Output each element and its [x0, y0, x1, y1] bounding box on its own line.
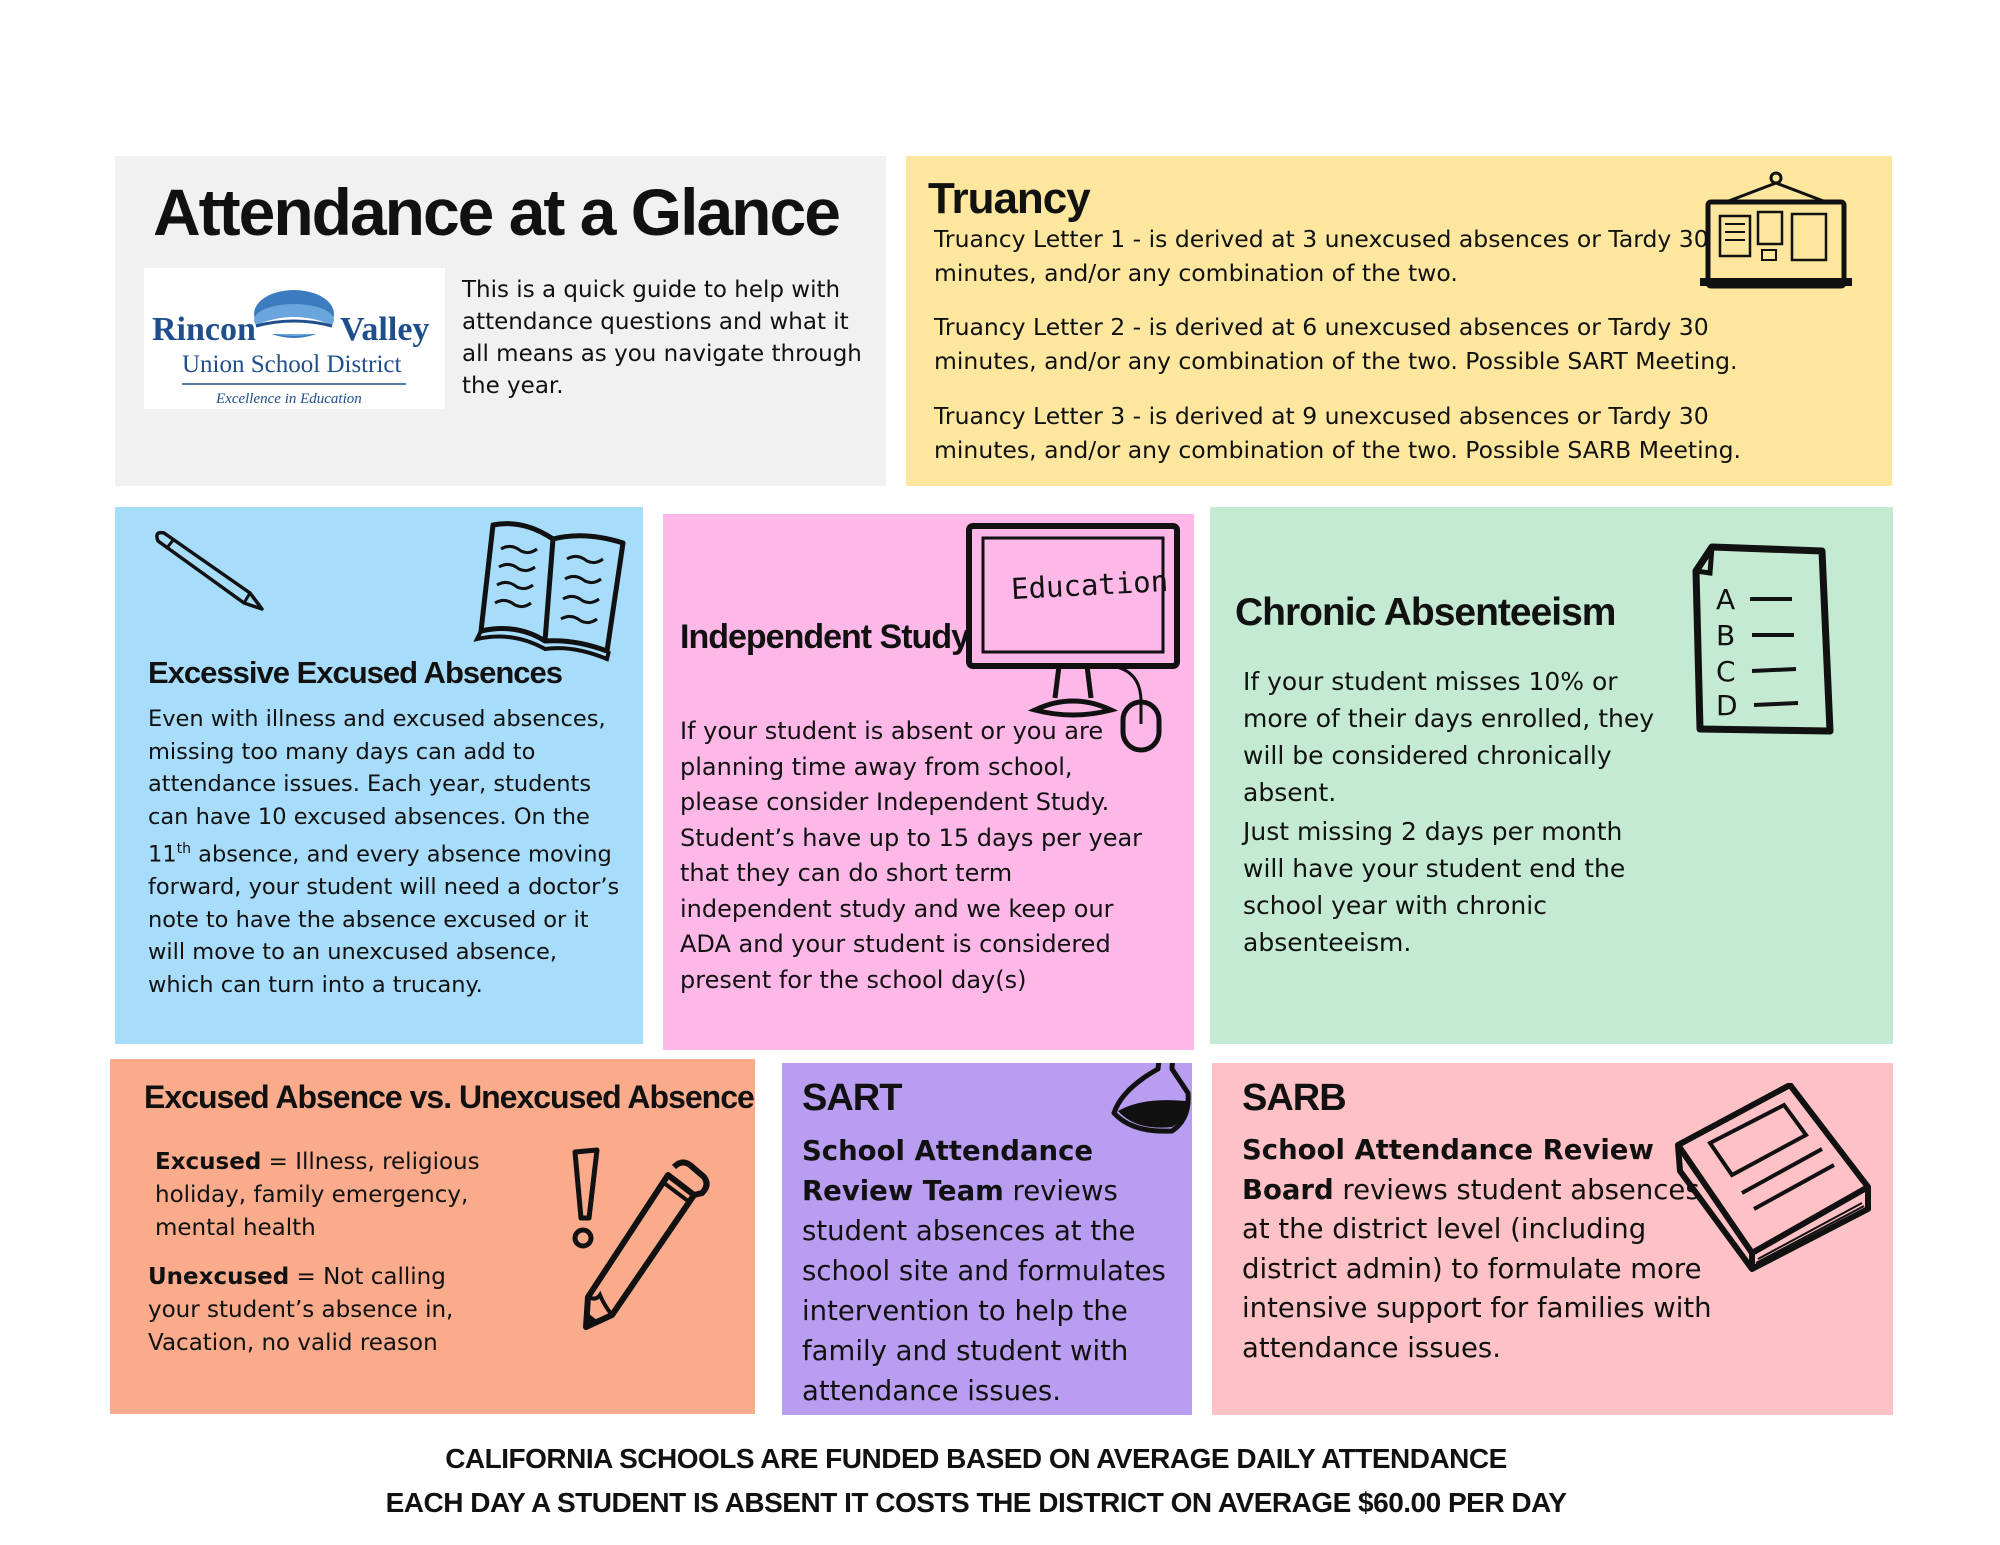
unexcused-label: Unexcused	[148, 1264, 290, 1290]
excessive-text-before: Even with illness and excused absences, missing too many days can add to attendance issues. Each year, students can have 10 excused absences. On the 11	[148, 706, 606, 868]
truancy-letter-1: Truancy Letter 1 - is derived at 3 unexcused absences or Tardy 30 minutes, and/or any combination of the two.	[934, 225, 1709, 287]
pen-icon	[150, 527, 270, 617]
independent-study-title: Independent Study	[680, 618, 969, 656]
intro-text: This is a quick guide to help with attendance questions and what it all means as you navigate through the year.	[462, 277, 862, 399]
logo-name-right: Valley	[340, 311, 430, 348]
header-panel	[115, 156, 886, 486]
excused-vs-unexcused-panel	[110, 1059, 755, 1414]
independent-study-text: If your student is absent or you are planning time away from school, please consider Independent Study. Student’s have up to 15 days per year that they can do short term independent study and we keep our ADA and your student is considered present for the school day(s)	[680, 717, 1143, 994]
checklist-letter-c: C	[1716, 655, 1736, 688]
sart-panel	[782, 1063, 1192, 1415]
sart-text	[802, 1131, 1182, 1411]
excessive-absences-panel	[115, 507, 643, 1044]
sarb-description: reviews student absences at the district level (including district admin) to formulate more intensive support for families with attendance issues.	[1242, 1173, 1712, 1364]
sarb-text	[1242, 1131, 1712, 1368]
sart-title: SART	[802, 1077, 902, 1119]
footer-funding-note: CALIFORNIA SCHOOLS ARE FUNDED BASED ON AVERAGE DAILY ATTENDANCE	[445, 1443, 1507, 1474]
chronic-absenteeism-text-2: Just missing 2 days per month will have your student end the school year with chronic absenteeism.	[1243, 817, 1626, 957]
footer-cost-note: EACH DAY A STUDENT IS ABSENT IT COSTS THE DISTRICT ON AVERAGE $60.00 PER DAY	[385, 1487, 1567, 1518]
closed-book-icon	[1672, 1083, 1872, 1273]
chronic-absenteeism-title: Chronic Absenteeism	[1235, 591, 1616, 634]
sart-full-name: School Attendance Review Team	[802, 1135, 1094, 1207]
ordinal-suffix: th	[176, 841, 192, 857]
checklist-letter-d: D	[1716, 689, 1738, 722]
logo-motto: Excellence in Education	[216, 391, 362, 407]
district-logo	[144, 268, 445, 409]
flask-icon	[1102, 1063, 1192, 1143]
unexcused-text: = Not calling your student’s absence in, Vacation, no valid reason	[148, 1264, 454, 1356]
truancy-title: Truancy	[928, 174, 1090, 223]
monitor-screen-text: Education	[1010, 563, 1169, 607]
chronic-absenteeism-text-1: If your student misses 10% or more of their days enrolled, they will be considered chronically absent.	[1243, 667, 1655, 807]
checklist-letter-a: A	[1716, 583, 1736, 616]
checklist-letter-b: B	[1716, 619, 1736, 652]
excused-label: Excused	[155, 1149, 262, 1175]
sarb-panel	[1212, 1063, 1893, 1415]
logo-graphic	[144, 268, 445, 409]
truancy-letter-2: Truancy Letter 2 - is derived at 6 unexcused absences or Tardy 30 minutes, and/or any combination of the two. Possible SART Meeting.	[934, 313, 1738, 375]
sarb-full-name: School Attendance Review Board	[1242, 1134, 1654, 1206]
excessive-text-after: absence, and every absence moving forward, your student will need a doctor’s note to have the absence excused or it will move to an unexcused absence, which can turn into a trucany.	[148, 841, 620, 998]
chronic-absenteeism-panel	[1210, 507, 1893, 1044]
excessive-absences-title: Excessive Excused Absences	[148, 655, 563, 690]
sarb-title: SARB	[1242, 1077, 1346, 1119]
pencil-icon	[560, 1139, 720, 1339]
sart-description: reviews student absences at the school site and formulates intervention to help the family and student with attendance issues.	[802, 1175, 1166, 1407]
excessive-absences-text	[148, 703, 628, 1001]
bulletin-board-icon	[1696, 166, 1856, 296]
excused-vs-unexcused-title: Excused Absence vs. Unexcused Absence	[144, 1079, 754, 1115]
page-title: Attendance at a Glance	[153, 175, 839, 249]
excused-definition	[155, 1146, 485, 1245]
truancy-panel	[906, 156, 1892, 486]
logo-name-left: Rincon	[152, 311, 256, 348]
truancy-letter-3: Truancy Letter 3 - is derived at 9 unexcused absences or Tardy 30 minutes, and/or any combination of the two. Possible SARB Meeting.	[934, 402, 1741, 464]
independent-study-panel	[663, 514, 1194, 1050]
unexcused-definition	[148, 1261, 478, 1360]
open-book-icon	[473, 515, 633, 665]
logo-district: Union School District	[182, 351, 402, 378]
excused-text: = Illness, religious holiday, family emergency, mental health	[155, 1149, 480, 1241]
checklist-icon	[1680, 543, 1840, 739]
